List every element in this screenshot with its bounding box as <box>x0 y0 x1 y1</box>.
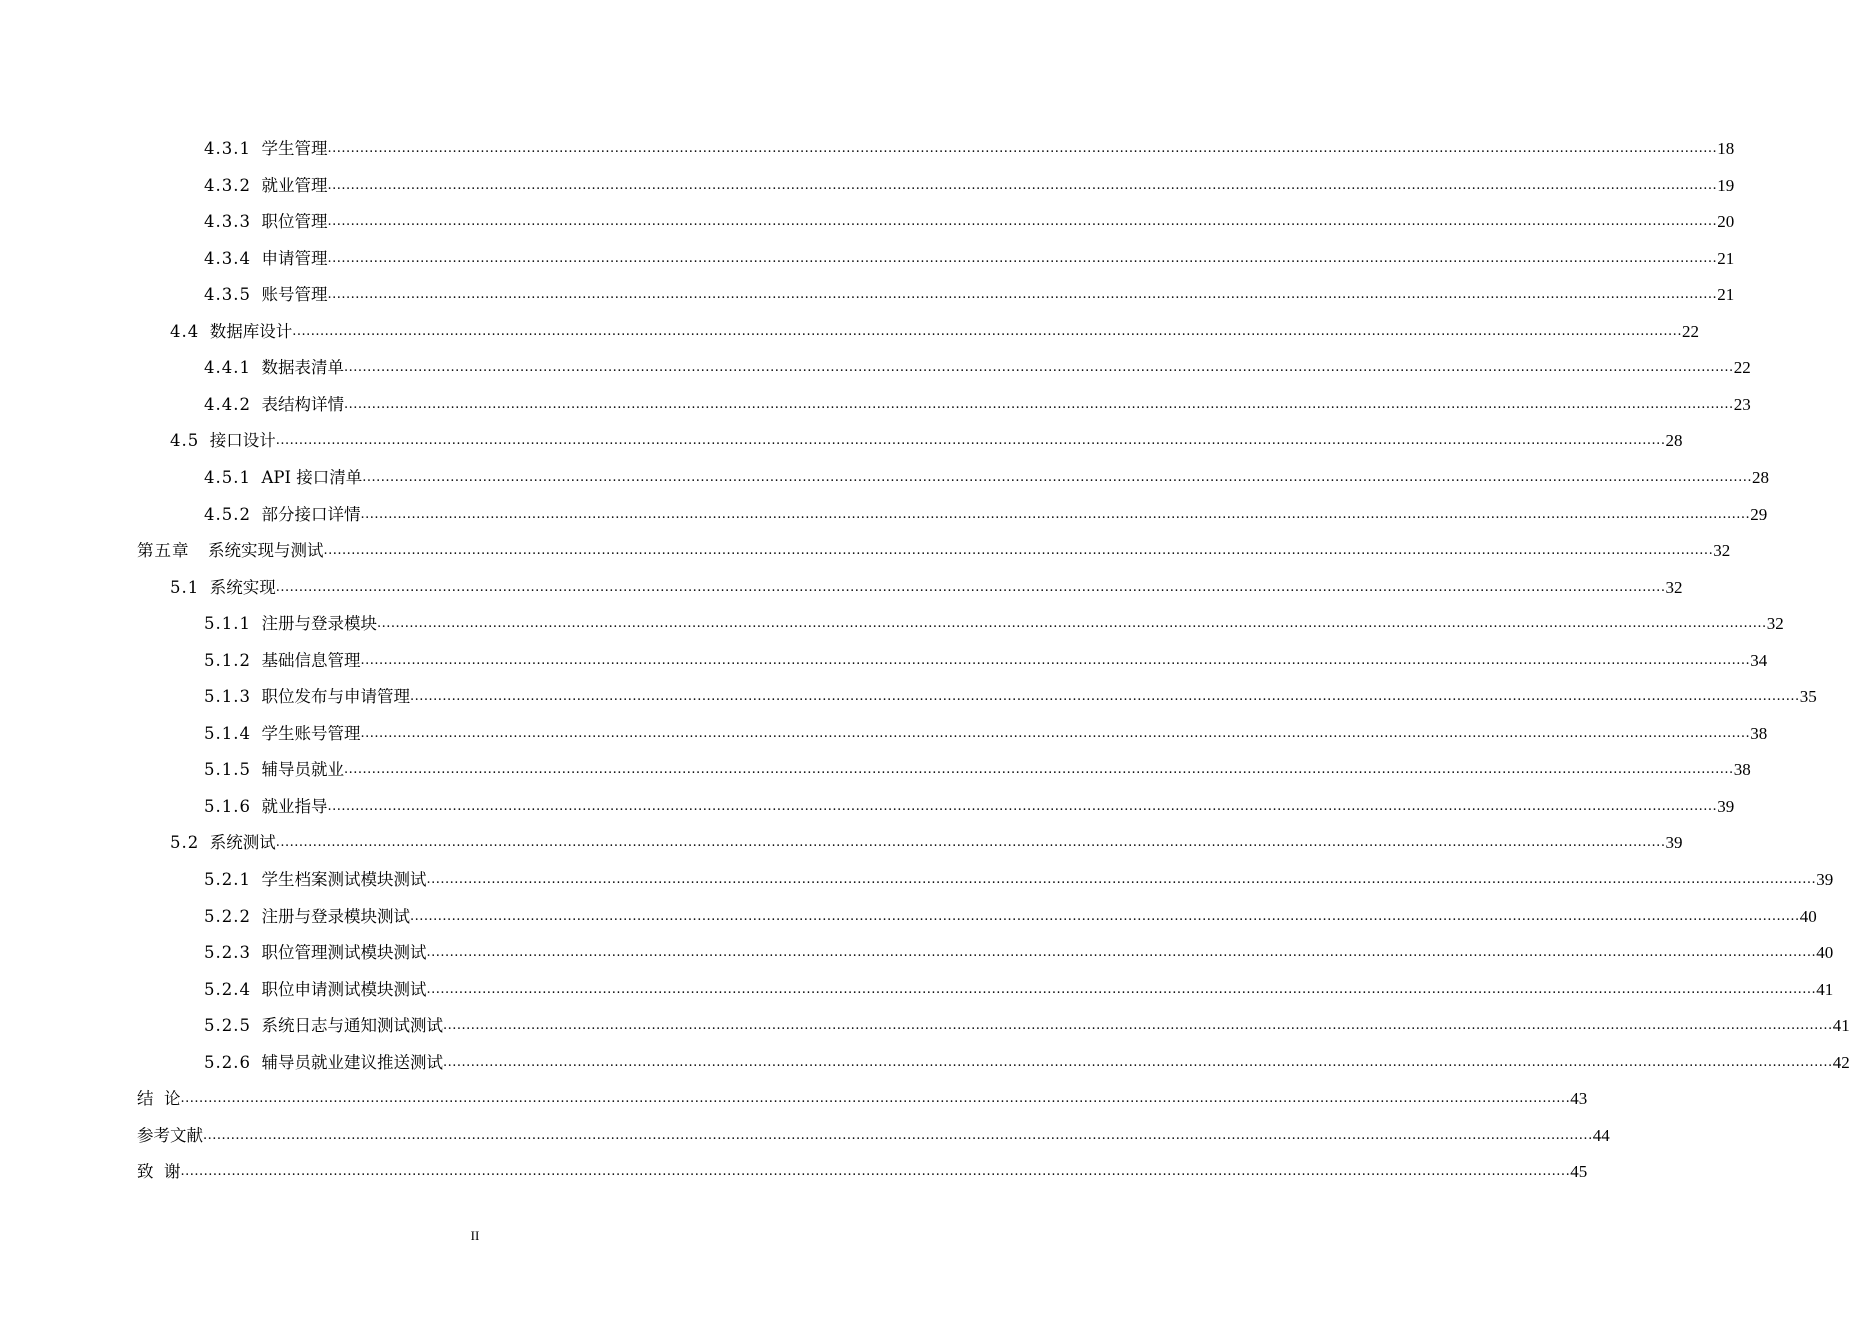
toc-entry-page: 29 <box>1750 504 1768 524</box>
toc-leader-dots: ............................................................................................................................................................................................................................................................................................................ <box>275 433 1666 449</box>
toc-leader-dots: ............................................................................................................................................................................................................................................................................................................ <box>362 469 1752 485</box>
toc-entry-title: 学生管理 <box>261 139 328 158</box>
toc-entry-number: 5.1.2 <box>204 650 251 670</box>
toc-entry-number: 4.3.3 <box>204 212 251 232</box>
toc-entry-title: 申请管理 <box>261 248 328 268</box>
toc-entry-page: 28 <box>1751 467 1769 487</box>
toc-entry-page: 40 <box>1816 943 1834 963</box>
toc-entry-title: 致 谢 <box>137 1162 181 1182</box>
toc-entry-title: 基础信息管理 <box>261 650 361 670</box>
toc-entry-title: 学生账号管理 <box>261 723 361 743</box>
toc-entry-number: 4.3.5 <box>204 285 251 305</box>
toc-entry[interactable] <box>204 138 1735 160</box>
toc-leader-dots: ............................................................................................................................................................................................................................................................................................................ <box>323 543 1714 559</box>
toc-entry-number: 4.3.2 <box>204 175 251 195</box>
toc-entry[interactable] <box>137 1125 1610 1147</box>
toc-entry[interactable] <box>204 979 1834 1001</box>
toc-entry[interactable] <box>204 211 1735 233</box>
toc-entry-number: 5.2.2 <box>204 906 251 926</box>
toc-entry[interactable] <box>204 686 1817 708</box>
toc-entry-page: 23 <box>1733 394 1751 414</box>
toc-entry-title: 辅导员就业建议推送测试 <box>261 1052 443 1072</box>
toc-entry-number: 5.1.3 <box>204 687 251 707</box>
toc-entry-title: 系统测试 <box>209 833 276 853</box>
toc-entry[interactable] <box>204 504 1768 526</box>
toc-entry[interactable] <box>204 1052 1850 1074</box>
toc-entry-title: 系统实现 <box>209 577 276 597</box>
toc-entry[interactable] <box>204 869 1834 891</box>
toc-entry-number: 4.4.1 <box>204 358 251 378</box>
toc-entry-title: 账号管理 <box>261 285 328 305</box>
toc-leader-dots: ............................................................................................................................................................................................................................................................................................................ <box>360 725 1751 741</box>
toc-entry[interactable] <box>137 1161 1588 1183</box>
toc-leader-dots: ............................................................................................................................................................................................................................................................................................................ <box>376 616 1767 632</box>
toc-entry-number: 4.4.2 <box>204 394 251 414</box>
toc-leader-dots: ............................................................................................................................................................................................................................................................................................................ <box>409 689 1800 705</box>
toc-entry-page: 45 <box>1570 1162 1588 1182</box>
toc-entry[interactable] <box>204 759 1751 781</box>
toc-entry[interactable] <box>204 906 1817 928</box>
toc-entry-number: 4.4 <box>170 321 200 341</box>
toc-entry-title: 参考文献 <box>137 1125 203 1145</box>
toc-leader-dots: ............................................................................................................................................................................................................................................................................................................ <box>292 323 1682 339</box>
toc-entry[interactable] <box>170 577 1683 599</box>
toc-entry-page: 41 <box>1816 979 1834 999</box>
toc-entry-title: API 接口清单 <box>261 467 363 487</box>
toc-entry-page: 19 <box>1717 175 1735 195</box>
toc-entry-title: 注册与登录模块 <box>261 614 377 634</box>
toc-leader-dots: ............................................................................................................................................................................................................................................................................................................ <box>409 908 1800 924</box>
toc-entry-page: 44 <box>1592 1125 1610 1145</box>
toc-entry-title: 就业管理 <box>261 175 328 195</box>
toc-leader-dots: ............................................................................................................................................................................................................................................................................................................ <box>426 872 1817 887</box>
toc-entry-page: 39 <box>1665 833 1683 853</box>
toc-entry-number: 5.2.3 <box>204 943 251 963</box>
toc-entry[interactable] <box>170 832 1683 854</box>
toc-leader-dots: ............................................................................................................................................................................................................................................................................................................ <box>327 287 1718 303</box>
toc-entry-title: 学生档案测试模块测试 <box>261 870 427 889</box>
toc-entry-title: 部分接口详情 <box>261 504 361 524</box>
toc-entry-page: 39 <box>1717 796 1735 816</box>
toc-leader-dots: ............................................................................................................................................................................................................................................................................................................ <box>442 1018 1833 1034</box>
toc-entry-number: 5.2.6 <box>204 1052 251 1072</box>
toc-entry[interactable] <box>204 1015 1850 1037</box>
toc-entry-title: 注册与登录模块测试 <box>261 906 410 926</box>
toc-leader-dots: ............................................................................................................................................................................................................................................................................................................ <box>275 835 1666 851</box>
toc-entry-number: 第五章 <box>137 541 190 561</box>
toc-entry-number: 4.3.4 <box>204 248 251 268</box>
toc-entry-number: 5.2.5 <box>204 1016 251 1036</box>
toc-entry[interactable] <box>170 321 1699 343</box>
toc-entry-title: 系统实现与测试 <box>208 541 324 561</box>
toc-entry[interactable] <box>204 248 1735 270</box>
toc-entry[interactable] <box>204 467 1769 489</box>
toc-leader-dots: ............................................................................................................................................................................................................................................................................................................ <box>327 250 1718 266</box>
toc-entry-page: 35 <box>1799 687 1817 707</box>
toc-entry[interactable] <box>137 540 1731 562</box>
toc-entry[interactable] <box>204 613 1784 635</box>
toc-entry-title: 职位发布与申请管理 <box>261 687 410 707</box>
toc-entry-number: 5.1.6 <box>204 796 251 816</box>
toc-leader-dots: ............................................................................................................................................................................................................................................................................................................ <box>360 506 1751 522</box>
toc-entry[interactable] <box>170 430 1683 452</box>
toc-entry[interactable] <box>204 796 1735 818</box>
toc-entry-number: 4.5.1 <box>204 467 251 487</box>
toc-entry-number: 5.2 <box>170 833 200 853</box>
toc-entry-page: 43 <box>1570 1089 1588 1109</box>
toc-entry-title: 系统日志与通知测试测试 <box>261 1016 443 1036</box>
toc-entry-number: 5.1.4 <box>204 723 251 743</box>
toc-entry-page: 18 <box>1717 139 1735 158</box>
page-footer-number: II <box>470 1228 480 1243</box>
toc-entry-page: 39 <box>1816 870 1834 889</box>
toc-leader-dots: ............................................................................................................................................................................................................................................................................................................ <box>343 762 1734 778</box>
toc-entry-number: 4.5 <box>170 431 200 451</box>
toc-entry-number: 5.2.4 <box>204 979 251 999</box>
toc-entry-title: 职位申请测试模块测试 <box>261 979 427 999</box>
toc-entry-title: 结 论 <box>137 1089 181 1109</box>
toc-entry-page: 32 <box>1766 614 1784 634</box>
toc-entry[interactable] <box>204 394 1751 416</box>
toc-entry-title: 辅导员就业 <box>261 760 344 780</box>
toc-entry-title: 数据库设计 <box>209 321 293 341</box>
toc-leader-dots: ............................................................................................................................................................................................................................................................................................................ <box>327 214 1718 230</box>
toc-entry-page: 22 <box>1681 321 1699 341</box>
toc-leader-dots: ............................................................................................................................................................................................................................................................................................................ <box>327 141 1718 156</box>
toc-entry-page: 38 <box>1733 760 1751 780</box>
toc-entry-page: 32 <box>1713 541 1731 561</box>
toc-entry-number: 4.3.1 <box>204 139 251 158</box>
toc-entry-title: 就业指导 <box>261 796 328 816</box>
toc-entry-page: 21 <box>1717 285 1735 305</box>
toc-entry-page: 22 <box>1733 358 1751 378</box>
toc-entry[interactable] <box>204 175 1735 197</box>
toc-leader-dots: ............................................................................................................................................................................................................................................................................................................ <box>442 1054 1833 1070</box>
toc-entry-page: 40 <box>1799 906 1817 926</box>
toc-entry-number: 5.2.1 <box>204 870 251 889</box>
toc-leader-dots: ............................................................................................................................................................................................................................................................................................................ <box>327 798 1718 814</box>
toc-leader-dots: ............................................................................................................................................................................................................................................................................................................ <box>426 945 1817 961</box>
toc-entry-page: 28 <box>1665 431 1683 451</box>
toc-entry-number: 5.1 <box>170 577 200 597</box>
toc-entry-page: 32 <box>1665 577 1683 597</box>
toc-entry-number: 4.5.2 <box>204 504 251 524</box>
toc-entry[interactable] <box>204 942 1834 964</box>
toc-leader-dots: ............................................................................................................................................................................................................................................................................................................ <box>426 981 1817 997</box>
toc-entry[interactable] <box>204 723 1768 745</box>
toc-entry-number: 5.1.5 <box>204 760 251 780</box>
toc-entry[interactable] <box>204 357 1751 379</box>
toc-entry-page: 41 <box>1832 1016 1850 1036</box>
toc-entry-title: 表结构详情 <box>261 394 344 414</box>
toc-leader-dots: ............................................................................................................................................................................................................................................................................................................ <box>275 579 1666 595</box>
toc-leader-dots: ............................................................................................................................................................................................................................................................................................................ <box>180 1164 1571 1180</box>
toc-leader-dots: ............................................................................................................................................................................................................................................................................................................ <box>327 177 1718 193</box>
toc-entry-title: 接口设计 <box>209 431 276 451</box>
toc-leader-dots: ............................................................................................................................................................................................................................................................................................................ <box>360 652 1751 668</box>
toc-entry-page: 38 <box>1750 723 1768 743</box>
toc-entry-page: 34 <box>1750 650 1768 670</box>
toc-entry[interactable] <box>204 650 1768 672</box>
toc-entry-page: 21 <box>1717 248 1735 268</box>
toc-entry-page: 20 <box>1717 212 1735 232</box>
toc-entry[interactable] <box>137 1088 1588 1110</box>
toc-entry-title: 职位管理 <box>261 212 328 232</box>
toc-entry[interactable] <box>204 284 1735 306</box>
toc-leader-dots: ............................................................................................................................................................................................................................................................................................................ <box>180 1091 1571 1107</box>
toc-leader-dots: ............................................................................................................................................................................................................................................................................................................ <box>203 1127 1593 1143</box>
toc-entry-page: 42 <box>1832 1052 1850 1072</box>
toc-leader-dots: ............................................................................................................................................................................................................................................................................................................ <box>343 360 1734 376</box>
toc-entry-title: 职位管理测试模块测试 <box>261 943 427 963</box>
toc-entry-title: 数据表清单 <box>261 358 344 378</box>
toc-leader-dots: ............................................................................................................................................................................................................................................................................................................ <box>343 396 1734 412</box>
toc-entry-number: 5.1.1 <box>204 614 251 634</box>
